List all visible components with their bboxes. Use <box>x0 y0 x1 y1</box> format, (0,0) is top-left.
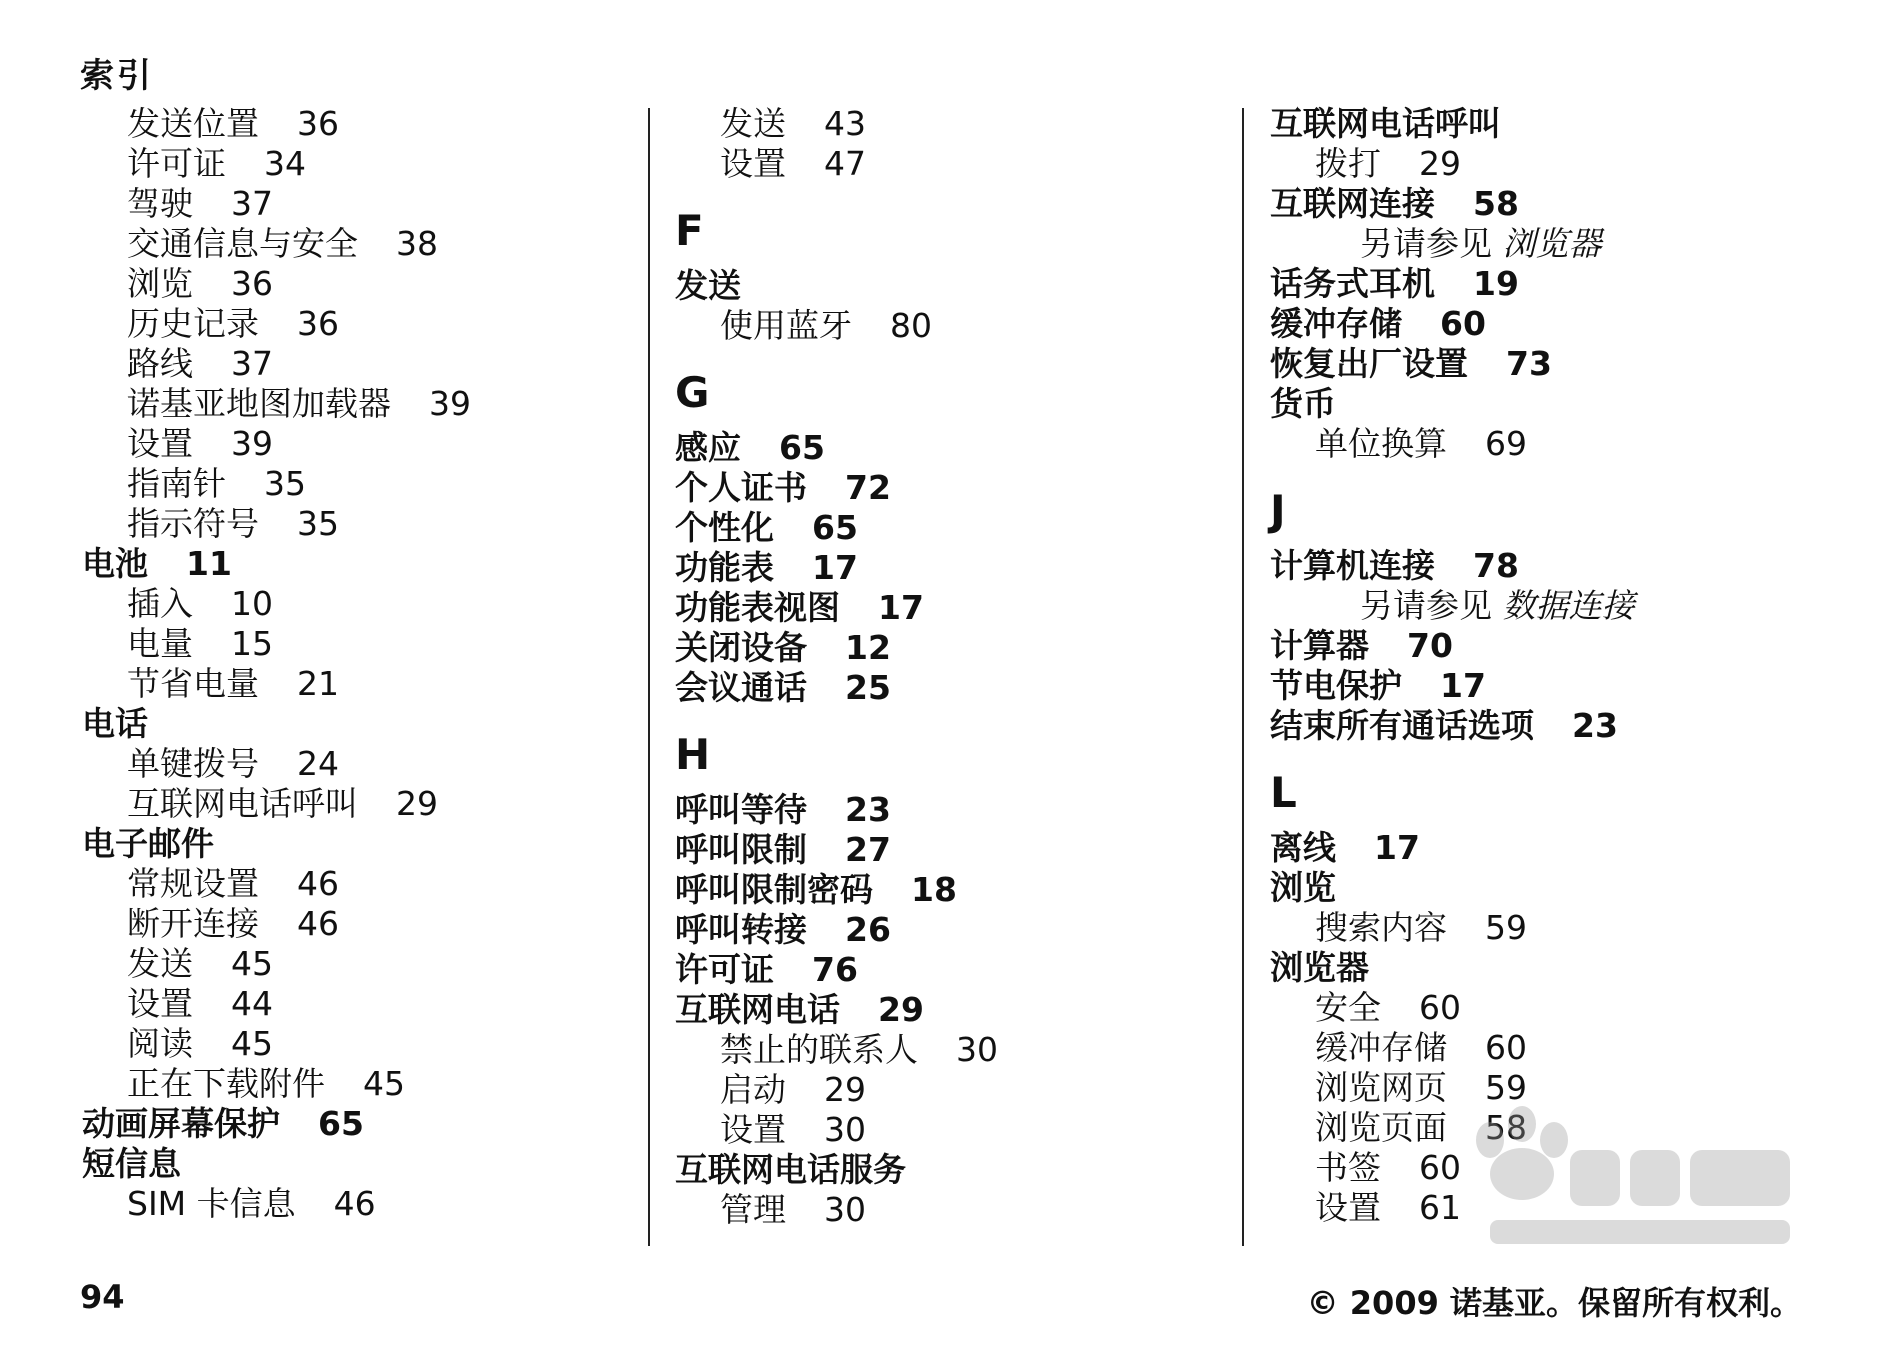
entry-page-number: 17 <box>812 548 858 587</box>
index-entry <box>675 830 1235 870</box>
index-subentry <box>675 1190 1235 1230</box>
entry-term: 阅读 <box>127 1024 193 1063</box>
section-letter: G <box>675 368 710 417</box>
index-entry <box>675 1150 1235 1190</box>
entry-page-number: 29 <box>1419 144 1461 183</box>
entry-page-number: 12 <box>845 628 891 667</box>
index-subentry <box>82 1184 642 1224</box>
index-subentry <box>675 1110 1235 1150</box>
see-also-label: 另请参见 <box>1360 586 1492 625</box>
entry-term: 安全 <box>1315 988 1381 1027</box>
index-entry <box>675 468 1235 508</box>
entry-page-number: 36 <box>231 264 273 303</box>
entry-term: 许可证 <box>127 144 226 183</box>
entry-term: 呼叫限制 <box>675 830 807 869</box>
index-entry <box>675 428 1235 468</box>
index-subentry <box>675 104 1235 144</box>
index-entry <box>675 990 1235 1030</box>
entry-term: 功能表视图 <box>675 588 840 627</box>
entry-page-number: 30 <box>956 1030 998 1069</box>
index-subentry <box>1270 144 1830 184</box>
entry-page-number: 70 <box>1407 626 1453 665</box>
index-subentry <box>82 304 642 344</box>
entry-term: 指示符号 <box>127 504 259 543</box>
index-subentry <box>675 306 1235 346</box>
index-entry <box>82 824 642 864</box>
index-entry <box>675 548 1235 588</box>
section-letter: H <box>675 730 711 779</box>
entry-term: 历史记录 <box>127 304 259 343</box>
entry-page-number: 21 <box>297 664 339 703</box>
index-subentry <box>82 464 642 504</box>
entry-page-number: 37 <box>231 184 273 223</box>
entry-term: 浏览页面 <box>1315 1108 1447 1147</box>
entry-page-number: 73 <box>1506 344 1552 383</box>
index-entry <box>1270 384 1830 424</box>
entry-page-number: 45 <box>231 944 273 983</box>
entry-term: 常规设置 <box>127 864 259 903</box>
index-subentry <box>82 1064 642 1104</box>
entry-page-number: 47 <box>824 144 866 183</box>
index-subentry <box>82 624 642 664</box>
index-subentry <box>82 104 642 144</box>
entry-term: 路线 <box>127 344 193 383</box>
index-subentry <box>82 784 642 824</box>
baidu-watermark-logo <box>1450 1090 1810 1270</box>
index-entry <box>675 628 1235 668</box>
entry-term: 指南针 <box>127 464 226 503</box>
entry-page-number: 65 <box>318 1104 364 1143</box>
index-entry <box>1270 828 1830 868</box>
entry-term: 设置 <box>720 1110 786 1149</box>
entry-page-number: 44 <box>231 984 273 1023</box>
entry-term: 离线 <box>1270 828 1336 867</box>
entry-page-number: 15 <box>231 624 273 663</box>
index-subentry <box>82 424 642 464</box>
entry-term: 电话 <box>82 704 148 743</box>
section-letter: F <box>675 206 704 255</box>
index-entry <box>1270 304 1830 344</box>
entry-term: 浏览 <box>127 264 193 303</box>
index-subentry <box>82 224 642 264</box>
entry-page-number: 65 <box>812 508 858 547</box>
entry-term: 功能表 <box>675 548 774 587</box>
index-title: 索引 <box>80 56 154 96</box>
page-number: 94 <box>80 1278 125 1316</box>
index-entry <box>1270 344 1830 384</box>
entry-page-number: 65 <box>779 428 825 467</box>
entry-term: 个人证书 <box>675 468 807 507</box>
entry-term: 插入 <box>127 584 193 623</box>
entry-term: 货币 <box>1270 384 1336 423</box>
entry-term: 书签 <box>1315 1148 1381 1187</box>
entry-page-number: 60 <box>1419 988 1461 1027</box>
index-subentry <box>1270 1028 1830 1068</box>
index-entry <box>675 668 1235 708</box>
entry-page-number: 34 <box>264 144 306 183</box>
entry-page-number: 60 <box>1440 304 1486 343</box>
index-subentry <box>675 1030 1235 1070</box>
see-also-target: 数据连接 <box>1502 586 1635 625</box>
entry-page-number: 29 <box>824 1070 866 1109</box>
entry-term: 浏览 <box>1270 868 1336 907</box>
index-subentry <box>1270 908 1830 948</box>
index-subentry <box>1270 988 1830 1028</box>
entry-page-number: 58 <box>1473 184 1519 223</box>
entry-term: 断开连接 <box>127 904 259 943</box>
entry-term: 浏览器 <box>1270 948 1369 987</box>
entry-page-number: 30 <box>824 1190 866 1229</box>
index-subentry <box>82 384 642 424</box>
index-column-3 <box>1270 104 1830 1228</box>
entry-term: 设置 <box>127 424 193 463</box>
entry-term: 缓冲存储 <box>1270 304 1402 343</box>
index-entry <box>1270 104 1830 144</box>
entry-page-number: 36 <box>297 304 339 343</box>
index-entry <box>675 790 1235 830</box>
entry-page-number: 37 <box>231 344 273 383</box>
entry-page-number: 24 <box>297 744 339 783</box>
section-letter: L <box>1270 768 1297 817</box>
entry-page-number: 23 <box>845 790 891 829</box>
entry-page-number: 25 <box>845 668 891 707</box>
entry-term: 发送 <box>675 266 741 305</box>
entry-term: 设置 <box>127 984 193 1023</box>
entry-term: 搜索内容 <box>1315 908 1447 947</box>
entry-page-number: 60 <box>1485 1028 1527 1067</box>
entry-term: 许可证 <box>675 950 774 989</box>
entry-term: 互联网电话服务 <box>675 1150 906 1189</box>
entry-term: 结束所有通话选项 <box>1270 706 1534 745</box>
entry-page-number: 11 <box>186 544 232 583</box>
entry-term: 禁止的联系人 <box>720 1030 918 1069</box>
entry-term: 交通信息与安全 <box>127 224 358 263</box>
index-subentry <box>675 1070 1235 1110</box>
entry-page-number: 72 <box>845 468 891 507</box>
entry-term: 会议通话 <box>675 668 807 707</box>
entry-term: 短信息 <box>82 1144 181 1183</box>
entry-page-number: 35 <box>264 464 306 503</box>
section-letter: J <box>1270 486 1286 535</box>
index-subentry <box>82 984 642 1024</box>
column-divider <box>648 108 650 1246</box>
index-entry <box>675 870 1235 910</box>
index-subentry <box>82 944 642 984</box>
index-subentry <box>82 744 642 784</box>
entry-term: 节电保护 <box>1270 666 1402 705</box>
entry-page-number: 38 <box>396 224 438 263</box>
entry-term: SIM 卡信息 <box>127 1184 296 1223</box>
index-subentry <box>82 1024 642 1064</box>
entry-page-number: 78 <box>1473 546 1519 585</box>
entry-term: 单键拨号 <box>127 744 259 783</box>
entry-term: 拨打 <box>1315 144 1381 183</box>
entry-term: 感应 <box>675 428 741 467</box>
index-subentry <box>82 144 642 184</box>
entry-page-number: 46 <box>297 904 339 943</box>
entry-page-number: 29 <box>878 990 924 1029</box>
entry-term: 发送位置 <box>127 104 259 143</box>
index-entry <box>82 1144 642 1184</box>
index-entry <box>82 544 642 584</box>
entry-page-number: 10 <box>231 584 273 623</box>
entry-term: 驾驶 <box>127 184 193 223</box>
entry-term: 正在下载附件 <box>127 1064 325 1103</box>
entry-page-number: 39 <box>429 384 471 423</box>
index-entry <box>1270 546 1830 586</box>
index-entry <box>675 266 1235 306</box>
index-entry <box>675 910 1235 950</box>
see-also-entry <box>1270 586 1830 626</box>
index-entry <box>1270 626 1830 666</box>
entry-page-number: 35 <box>297 504 339 543</box>
entry-page-number: 59 <box>1485 908 1527 947</box>
index-entry <box>1270 868 1830 908</box>
entry-term: 个性化 <box>675 508 774 547</box>
index-entry <box>1270 706 1830 746</box>
index-entry <box>82 704 642 744</box>
entry-page-number: 39 <box>231 424 273 463</box>
index-column-2 <box>675 104 1235 1230</box>
entry-page-number: 26 <box>845 910 891 949</box>
entry-term: 关闭设备 <box>675 628 807 667</box>
entry-term: 计算机连接 <box>1270 546 1435 585</box>
index-subentry <box>82 184 642 224</box>
entry-term: 互联网电话呼叫 <box>1270 104 1501 143</box>
index-entry <box>1270 184 1830 224</box>
entry-term: 电量 <box>127 624 193 663</box>
index-entry <box>1270 666 1830 706</box>
entry-page-number: 59 <box>1485 1068 1527 1107</box>
entry-page-number: 30 <box>824 1110 866 1149</box>
entry-term: 动画屏幕保护 <box>82 1104 280 1143</box>
entry-page-number: 46 <box>297 864 339 903</box>
index-entry <box>675 508 1235 548</box>
index-column-1 <box>82 104 642 1224</box>
entry-page-number: 19 <box>1473 264 1519 303</box>
entry-term: 电池 <box>82 544 148 583</box>
index-subentry <box>1270 424 1830 464</box>
entry-term: 发送 <box>720 104 786 143</box>
entry-term: 单位换算 <box>1315 424 1447 463</box>
entry-term: 浏览网页 <box>1315 1068 1447 1107</box>
entry-term: 计算器 <box>1270 626 1369 665</box>
entry-page-number: 29 <box>396 784 438 823</box>
entry-term: 缓冲存储 <box>1315 1028 1447 1067</box>
column-divider <box>1242 108 1244 1246</box>
entry-page-number: 17 <box>1440 666 1486 705</box>
entry-term: 呼叫限制密码 <box>675 870 873 909</box>
entry-page-number: 18 <box>911 870 957 909</box>
entry-page-number: 17 <box>878 588 924 627</box>
entry-page-number: 45 <box>231 1024 273 1063</box>
index-entry <box>675 588 1235 628</box>
index-subentry <box>82 504 642 544</box>
index-subentry <box>82 344 642 384</box>
index-entry <box>1270 264 1830 304</box>
entry-term: 节省电量 <box>127 664 259 703</box>
see-also-entry <box>1270 224 1830 264</box>
entry-term: 恢复出厂设置 <box>1270 344 1468 383</box>
index-subentry <box>82 264 642 304</box>
copyright-notice: © 2009 诺基亚。保留所有权利。 <box>1306 1284 1802 1322</box>
entry-term: 设置 <box>1315 1188 1381 1227</box>
entry-page-number: 60 <box>1419 1148 1461 1187</box>
entry-page-number: 69 <box>1485 424 1527 463</box>
entry-term: 话务式耳机 <box>1270 264 1435 303</box>
entry-page-number: 58 <box>1485 1108 1527 1147</box>
entry-term: 呼叫转接 <box>675 910 807 949</box>
entry-page-number: 46 <box>333 1184 376 1223</box>
entry-page-number: 45 <box>363 1064 405 1103</box>
entry-page-number: 61 <box>1419 1188 1461 1227</box>
index-entry <box>675 950 1235 990</box>
index-subentry <box>675 144 1235 184</box>
index-subentry <box>82 904 642 944</box>
entry-term: 发送 <box>127 944 193 983</box>
entry-term: 诺基亚地图加载器 <box>127 384 391 423</box>
index-subentry <box>82 584 642 624</box>
entry-term: 使用蓝牙 <box>720 306 852 345</box>
entry-term: 互联网电话呼叫 <box>127 784 358 823</box>
entry-page-number: 17 <box>1374 828 1420 867</box>
entry-term: 互联网连接 <box>1270 184 1435 223</box>
entry-term: 互联网电话 <box>675 990 840 1029</box>
entry-term: 电子邮件 <box>82 824 214 863</box>
entry-page-number: 36 <box>297 104 339 143</box>
entry-term: 呼叫等待 <box>675 790 807 829</box>
entry-page-number: 80 <box>890 306 932 345</box>
index-entry <box>82 1104 642 1144</box>
entry-page-number: 43 <box>824 104 866 143</box>
entry-term: 设置 <box>720 144 786 183</box>
index-subentry <box>82 864 642 904</box>
see-also-target: 浏览器 <box>1502 224 1602 263</box>
entry-page-number: 27 <box>845 830 891 869</box>
entry-term: 启动 <box>720 1070 786 1109</box>
index-entry <box>1270 948 1830 988</box>
entry-page-number: 76 <box>812 950 858 989</box>
index-subentry <box>82 664 642 704</box>
entry-page-number: 23 <box>1572 706 1618 745</box>
see-also-label: 另请参见 <box>1360 224 1492 263</box>
entry-term: 管理 <box>720 1190 786 1229</box>
